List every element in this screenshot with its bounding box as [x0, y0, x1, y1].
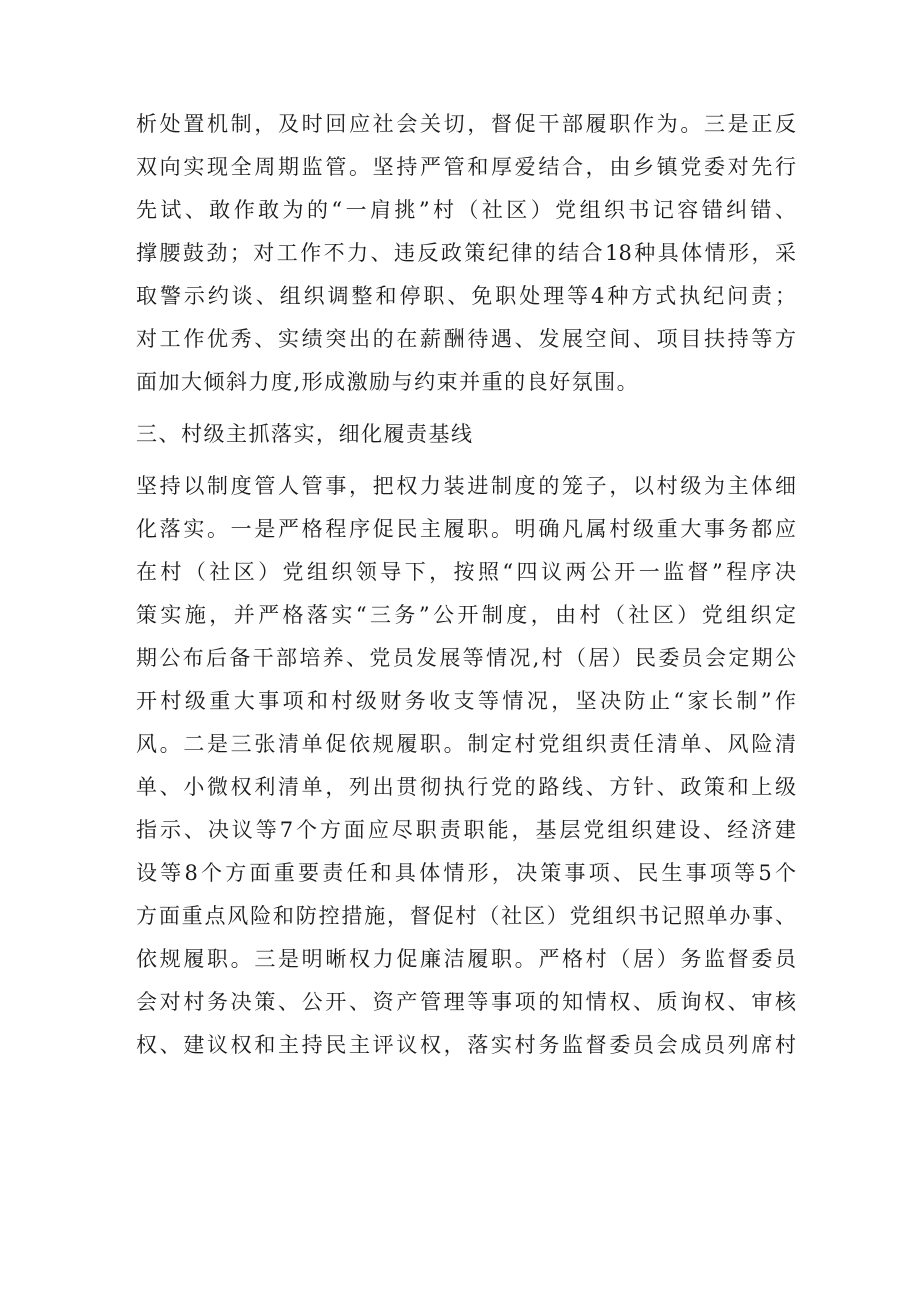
text-line: 风。二是三张清单促依规履职。制定村党组织责任清单、风险清	[136, 732, 796, 756]
text-line: 权、建议权和主持民主评议权，落实村务监督委员会成员列席村	[136, 1033, 796, 1057]
text-line: 化落实。一是严格程序促民主履职。明确凡属村级重大事务都应	[136, 517, 796, 541]
paragraph-section-three	[136, 465, 796, 1067]
text-line: 在村（社区）党组织领导下，按照“四议两公开一监督”程序决	[136, 560, 796, 584]
text-line: 取警示约谈、组织调整和停职、免职处理等4种方式执纪问责；	[136, 284, 796, 308]
text-line: 单、小微权利清单，列出贯彻执行党的路线、方针、政策和上级	[136, 775, 796, 799]
text-line: 设等8个方面重要责任和具体情形，决策事项、民生事项等5个	[136, 861, 796, 885]
text-line: 面加大倾斜力度,形成激励与约束并重的良好氛围。	[136, 370, 640, 394]
text-line: 会对村务决策、公开、资产管理等事项的知情权、质询权、审核	[136, 990, 796, 1014]
text-line: 对工作优秀、实绩突出的在薪酬待遇、发展空间、项目扶持等方	[136, 327, 796, 351]
paragraph-continued	[136, 103, 796, 404]
text-line: 方面重点风险和防控措施，督促村（社区）党组织书记照单办事、	[136, 904, 796, 928]
text-line: 期公布后备干部培养、党员发展等情况,村（居）民委员会定期公	[136, 646, 796, 670]
text-line: 坚持以制度管人管事，把权力装进制度的笼子，以村级为主体细	[136, 474, 796, 498]
text-line: 策实施，并严格落实“三务”公开制度，由村（社区）党组织定	[136, 603, 796, 627]
text-line: 先试、敢作敢为的“一肩挑”村（社区）党组织书记容错纠错、	[136, 198, 796, 222]
section-heading: 三、村级主抓落实，细化履责基线	[136, 422, 474, 446]
document-body	[136, 103, 796, 1067]
text-line: 撑腰鼓劲；对工作不力、违反政策纪律的结合18种具体情形，采	[136, 241, 796, 265]
text-line: 指示、决议等7个方面应尽职责职能，基层党组织建设、经济建	[136, 818, 796, 842]
text-line: 开村级重大事项和村级财务收支等情况，坚决防止“家长制”作	[136, 689, 796, 713]
text-line: 析处置机制，及时回应社会关切，督促干部履职作为。三是正反	[136, 112, 796, 136]
text-line: 双向实现全周期监管。坚持严管和厚爱结合，由乡镇党委对先行	[136, 155, 796, 179]
text-line: 依规履职。三是明晰权力促廉洁履职。严格村（居）务监督委员	[136, 947, 796, 971]
